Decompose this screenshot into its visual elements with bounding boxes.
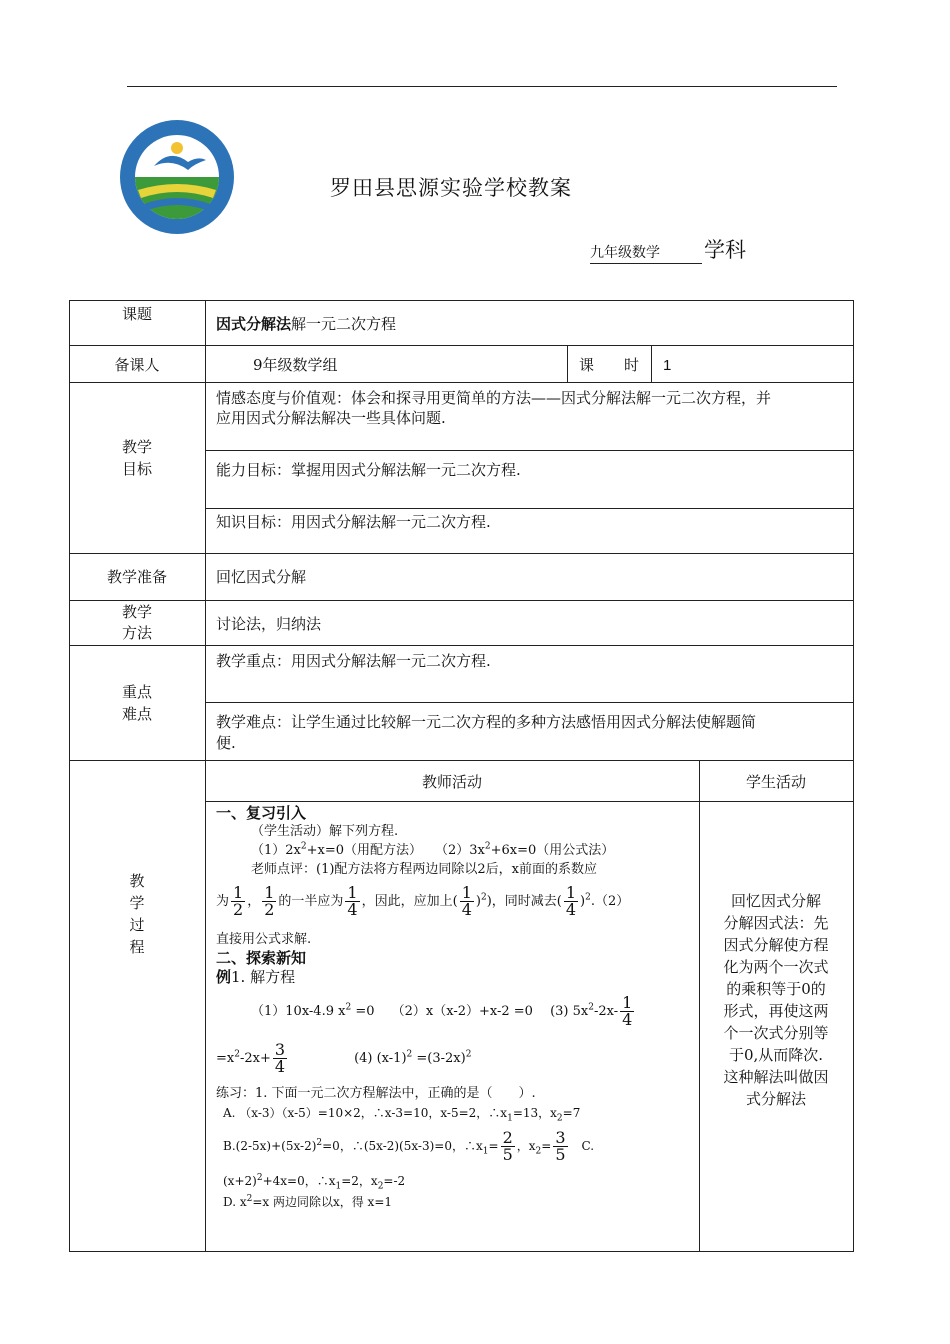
student-line-4: 化为两个一次式 bbox=[723, 958, 829, 976]
comment-line-2: 为 $\frac{1}{2}$ ， $\frac{1}{2}$ 的一半应为 $\frac{1}{4}$ ，因此，应加上( $\frac{1}{4}$ )$^2$)，同时减去( $\frac{1}{4}$ )$^2$.（2） bbox=[216, 883, 630, 919]
subject-grade: 九年级数学 bbox=[590, 242, 702, 264]
student-line-10: 式分解法 bbox=[745, 1090, 806, 1108]
comment-line-1: 老师点评：(1)配方法将方程两边同除以2后，x前面的系数应 bbox=[251, 862, 598, 877]
school-logo bbox=[118, 118, 236, 236]
difficult-line-2: 便. bbox=[216, 734, 236, 752]
lesson-plan-table bbox=[69, 300, 854, 1252]
method-label-1: 教学 bbox=[121, 603, 152, 621]
hours-label: 课 时 bbox=[579, 356, 640, 374]
key-label-1: 重点 bbox=[121, 683, 152, 701]
subject-suffix: 学科 bbox=[704, 238, 746, 262]
objectives-label-1: 教学 bbox=[121, 438, 152, 456]
explore-heading: 二、探索新知 bbox=[216, 949, 307, 967]
student-line-8: 于0,从而降次. bbox=[728, 1046, 824, 1064]
student-line-1: 回忆因式分解 bbox=[730, 892, 821, 910]
student-line-6: 形式，再使这两 bbox=[723, 1002, 829, 1020]
example-equations-1: （1）10x-4.9 $x^2 =0$ （2）x（x-2）+x-2 =0 (3) $5x^2-2x-$ $\frac{1}{4}$ bbox=[251, 993, 633, 1029]
comment-line-3: 直接用公式求解. bbox=[216, 932, 312, 947]
review-equations: $(1)2x^2+x=0$（用配方法） $(2)3x^2+6x=0$（用公式法） bbox=[251, 841, 615, 858]
page-title: 罗田县思源实验学校教案 bbox=[330, 176, 572, 200]
example-equations-2: $=x^2-2x+$ $\frac{3}{4}$ (4) $(x-1)^2 =(3-2x)^2$ bbox=[216, 1040, 472, 1076]
option-d: D. $x^2=x$ 两边同除以x，得 x=1 bbox=[223, 1194, 393, 1209]
option-c: $(x+2)^2+4x=0$，$\therefore x_1=2$，$x_2=-2$ bbox=[223, 1173, 406, 1192]
hours-value: 1 bbox=[663, 357, 672, 374]
difficult-line-1: 教学难点：让学生通过比较解一元二次方程的多种方法感悟用因式分解法使解题简 bbox=[216, 713, 757, 731]
student-activity-header: 学生活动 bbox=[745, 773, 806, 791]
process-label-3: 过 bbox=[129, 916, 145, 934]
obj-emotion-line-2: 应用因式分解法解决一些具体问题. bbox=[216, 409, 446, 427]
key-point: 教学重点：用因式分解法解一元二次方程. bbox=[216, 652, 491, 670]
practice-question: 练习：1. 下面一元二次方程解法中，正确的是（ ）. bbox=[216, 1086, 536, 1101]
student-line-7: 个一次式分别等 bbox=[723, 1024, 829, 1042]
obj-knowledge: 知识目标：用因式分解法解一元二次方程. bbox=[216, 513, 491, 531]
subject-line bbox=[590, 234, 746, 264]
student-line-2: 分解因式法：先 bbox=[723, 914, 829, 932]
process-label-2: 学 bbox=[129, 894, 145, 912]
preparer-label: 备课人 bbox=[114, 356, 160, 374]
review-task: （学生活动）解下列方程. bbox=[251, 824, 399, 839]
preparer-value: 9年级数学组 bbox=[253, 356, 338, 374]
student-line-9: 这种解法叫做因 bbox=[723, 1068, 829, 1086]
student-line-3: 因式分解使方程 bbox=[723, 936, 829, 954]
student-line-5: 的乘积等于0的 bbox=[726, 980, 826, 998]
key-label-2: 难点 bbox=[121, 705, 152, 723]
topic-value: 因式分解法解一元二次方程 bbox=[216, 315, 397, 333]
header-rule bbox=[127, 86, 837, 87]
process-label-1: 教 bbox=[129, 872, 145, 890]
prep-value: 回忆因式分解 bbox=[216, 568, 307, 586]
option-b: $B.(2-5x)+(5x-2)^2=0$，∴(5x-2)(5x-3)=0，$\therefore x_1=$ $\frac{2}{5}$ ，$x_2=$ $\frac{3}{5}$ C. bbox=[223, 1128, 595, 1164]
option-a: A. （x-3）（x-5）=10×2，∴x-3=10，x-5=2，$\therefore x_1=13$，$x_2=7$ bbox=[223, 1106, 581, 1124]
example-1: 例1. 解方程 bbox=[216, 968, 296, 986]
objectives-label-2: 目标 bbox=[121, 460, 152, 478]
obj-emotion-line-1: 情感态度与价值观：体会和探寻用更简单的方法——因式分解法解一元二次方程，并 bbox=[216, 389, 772, 407]
method-label-2: 方法 bbox=[121, 624, 152, 642]
teacher-activity-header: 教师活动 bbox=[421, 773, 482, 791]
process-label-4: 程 bbox=[129, 938, 145, 956]
obj-ability: 能力目标：掌握用因式分解法解一元二次方程. bbox=[216, 461, 521, 479]
method-value: 讨论法，归纳法 bbox=[216, 615, 322, 633]
topic-label: 课题 bbox=[121, 305, 152, 323]
prep-label: 教学准备 bbox=[106, 568, 167, 586]
review-heading: 一、复习引入 bbox=[216, 804, 307, 822]
